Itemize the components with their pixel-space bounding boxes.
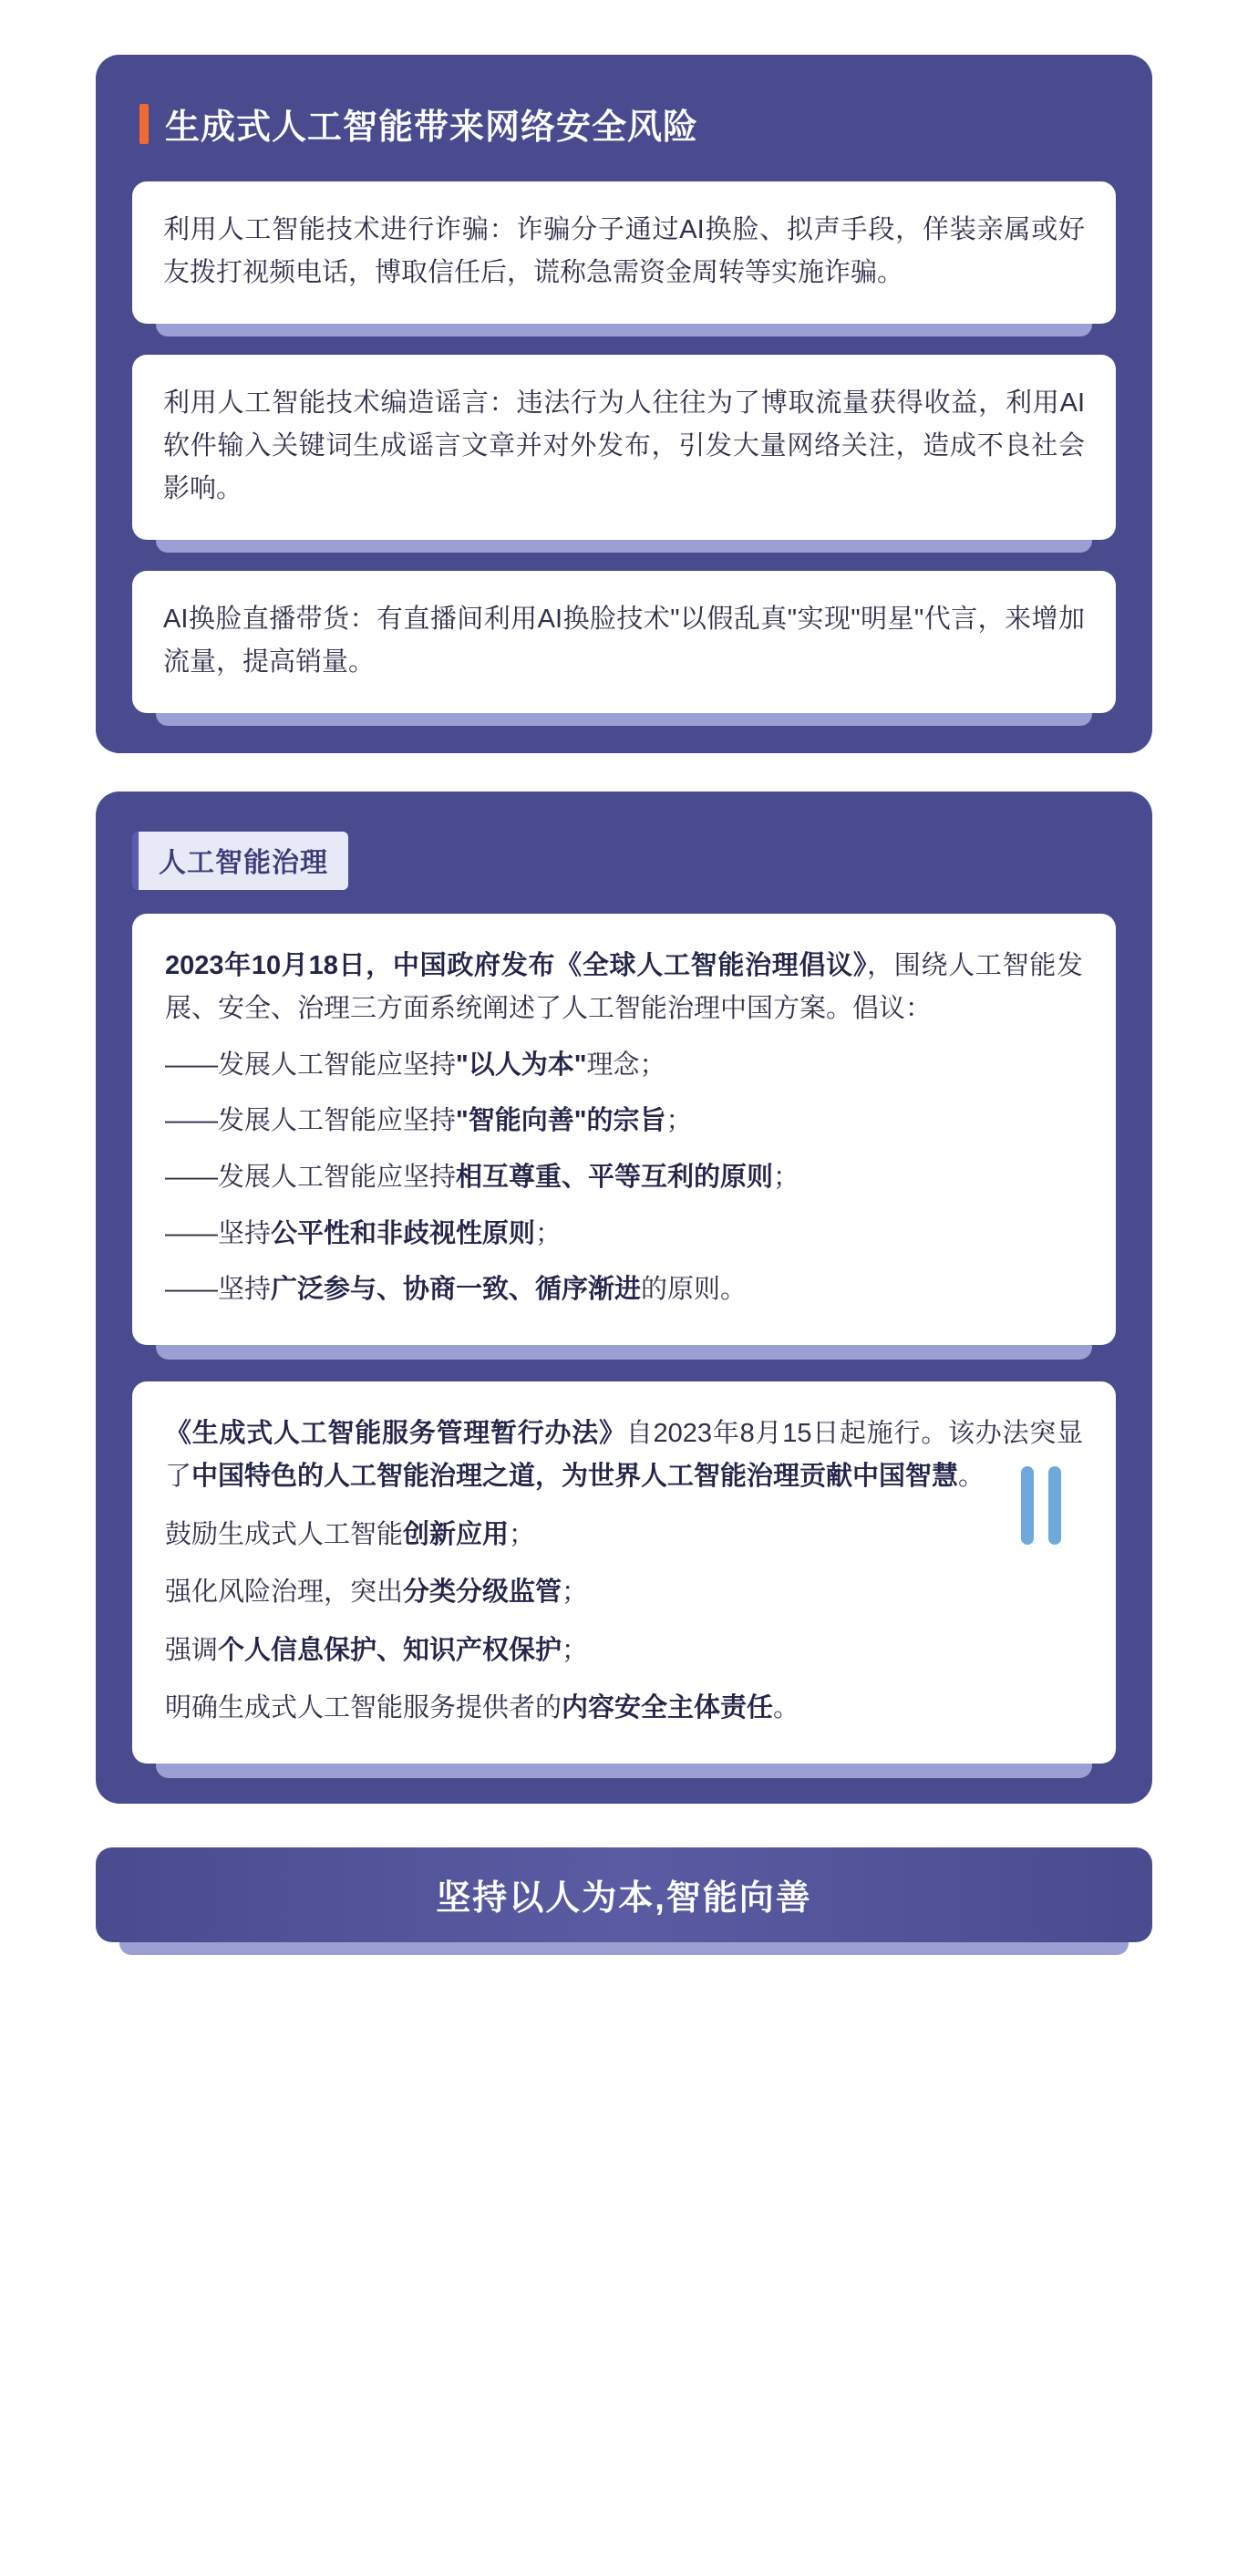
quote-mark-icon	[1021, 1466, 1061, 1545]
risk-item-text: 利用人工智能技术编造谣言：违法行为人往往为了博取流量获得收益，利用AI软件输入关键词生成谣言文章并对外发布，引发大量网络关注，造成不良社会影响。	[132, 355, 1116, 540]
measure-item-prefix: 强调	[165, 1635, 219, 1665]
accent-bar-icon	[139, 104, 149, 144]
governance-measures-block	[132, 1381, 1116, 1764]
initiative-item-suffix: 理念；	[586, 1050, 666, 1080]
measure-item-emphasis: 个人信息保护、知识产权保护	[218, 1635, 562, 1665]
risk-section-title: 生成式人工智能带来网络安全风险	[165, 109, 699, 147]
initiative-item	[165, 1044, 1083, 1088]
measure-item-emphasis: 内容安全主体责任	[562, 1693, 774, 1723]
footer-banner-wrap	[96, 1847, 1152, 1942]
risk-title-row	[132, 98, 1116, 149]
measure-item-prefix: 明确生成式人工智能服务提供者的	[165, 1693, 562, 1723]
measure-item-prefix: 鼓励生成式人工智能	[165, 1519, 404, 1549]
initiative-item	[165, 1268, 1083, 1312]
risk-item	[132, 181, 1116, 324]
initiative-item	[165, 1100, 1083, 1143]
measures-intro	[165, 1412, 1083, 1499]
measures-document-name: 《生成式人工智能服务管理暂行办法》	[165, 1418, 626, 1448]
initiative-item	[165, 1156, 1083, 1200]
initiative-item-emphasis: 公平性和非歧视性原则	[271, 1218, 536, 1248]
initiative-item-suffix: ；	[773, 1162, 800, 1192]
governance-measures-box	[132, 1381, 1116, 1764]
measures-intro-emphasis: 中国特色的人工智能治理之道，为世界人工智能治理贡献中国智慧	[191, 1462, 959, 1492]
initiative-item-emphasis: 相互尊重、平等互利的原则	[456, 1162, 774, 1192]
initiative-item-prefix: ——发展人工智能应坚持	[165, 1050, 457, 1080]
initiative-item-suffix: 的原则。	[641, 1275, 748, 1305]
measure-item	[165, 1687, 1083, 1731]
measure-item-emphasis: 创新应用	[403, 1519, 510, 1549]
initiative-item-prefix: ——坚持	[165, 1275, 272, 1305]
measures-intro-part2: 。	[958, 1462, 985, 1492]
initiative-item-suffix: ；	[665, 1106, 693, 1136]
initiative-document-name: 《全球人工智能治理倡议》	[555, 950, 868, 980]
initiative-item-prefix: ——发展人工智能应坚持	[165, 1162, 457, 1192]
measure-item-suffix: ；	[509, 1519, 536, 1549]
initiative-item	[165, 1213, 1083, 1257]
footer-banner	[96, 1847, 1152, 1942]
initiative-item-prefix: ——发展人工智能应坚持	[165, 1106, 457, 1136]
initiative-item-emphasis: "智能向善"的宗旨	[456, 1106, 666, 1136]
footer-slogan: 坚持以人为本,智能向善	[436, 1879, 812, 1919]
initiative-intro-part2: ，围绕人工智能发展、安全、治理三方面系统阐述了人工智能治理中国方案。倡议：	[165, 950, 1083, 1024]
initiative-item-prefix: ——坚持	[165, 1218, 272, 1248]
initiative-intro	[165, 945, 1083, 1031]
initiative-intro-part1: 2023年10月18日，中国政府发布	[165, 950, 556, 980]
initiative-item-suffix: ；	[535, 1218, 562, 1248]
measure-item-suffix: ；	[562, 1578, 589, 1608]
governance-section	[96, 791, 1152, 1804]
risk-item-text: AI换脸直播带货：有直播间利用AI换脸技术"以假乱真"实现"明星"代言，来增加流量，提高销量。	[132, 571, 1116, 713]
measure-item	[165, 1514, 1083, 1557]
measure-item-emphasis: 分类分级监管	[403, 1578, 562, 1608]
measure-item-prefix: 强化风险治理，突出	[165, 1578, 404, 1608]
risk-item-text: 利用人工智能技术进行诈骗：诈骗分子通过AI换脸、拟声手段，佯装亲属或好友拨打视频电话，博取信任后，谎称急需资金周转等实施诈骗。	[132, 181, 1116, 324]
risk-section	[96, 55, 1152, 753]
initiative-item-emphasis: 广泛参与、协商一致、循序渐进	[271, 1275, 642, 1305]
measure-item	[165, 1571, 1083, 1615]
governance-tag: 人工智能治理	[132, 832, 348, 890]
measure-item	[165, 1629, 1083, 1673]
measure-item-suffix: ；	[562, 1635, 589, 1665]
measures-intro-part1: 自2023年8月15日起施行。该办法突显了	[165, 1418, 1083, 1492]
governance-initiative-box	[132, 914, 1116, 1345]
measure-item-suffix: 。	[773, 1693, 800, 1723]
initiative-item-emphasis: "以人为本"	[456, 1050, 587, 1080]
risk-item	[132, 571, 1116, 713]
governance-initiative-block	[132, 914, 1116, 1345]
risk-item	[132, 355, 1116, 540]
